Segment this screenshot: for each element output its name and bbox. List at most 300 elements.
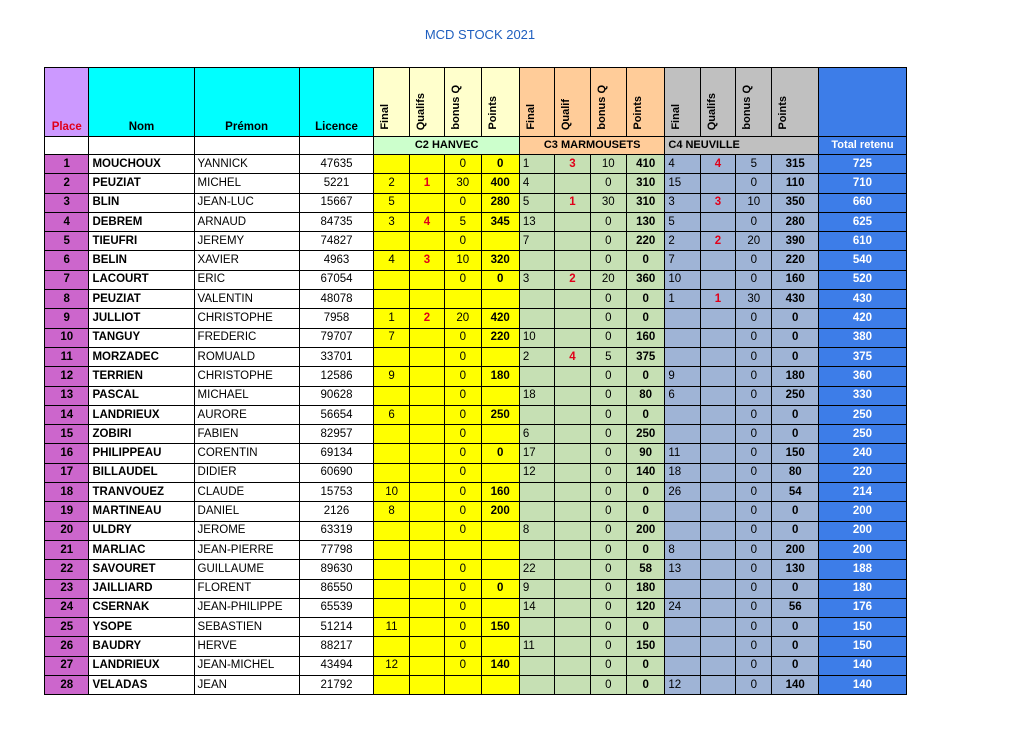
place-cell: 13 (45, 386, 89, 405)
c2-final-cell (374, 637, 409, 656)
prenom-cell: JEROME (194, 521, 299, 540)
c4-qualif-cell: 1 (700, 290, 735, 309)
c3-bonus-cell: 0 (590, 579, 626, 598)
nom-cell: SAVOURET (89, 560, 194, 579)
c3-bonus-cell: 0 (590, 637, 626, 656)
c2-points-cell: 0 (481, 444, 519, 463)
c4-bonus-cell: 0 (736, 598, 772, 617)
c4-bonus-cell: 0 (736, 174, 772, 193)
c3-points-cell: 410 (626, 155, 664, 174)
table-row (45, 232, 907, 251)
c2-qualif-cell: 2 (409, 309, 444, 328)
c2-final-cell (374, 232, 409, 251)
nom-cell: PEUZIAT (89, 290, 194, 309)
place-cell: 19 (45, 502, 89, 521)
c4-points-cell: 390 (772, 232, 818, 251)
place-cell: 6 (45, 251, 89, 270)
place-cell: 7 (45, 270, 89, 289)
c2-qualif-cell (409, 502, 444, 521)
c4-points-cell: 110 (772, 174, 818, 193)
c2-qualif-cell: 3 (409, 251, 444, 270)
place-cell: 22 (45, 560, 89, 579)
c3-bonus-cell: 0 (590, 367, 626, 386)
table-row (45, 367, 907, 386)
c3-bonus-cell: 0 (590, 309, 626, 328)
c2-points-cell (481, 637, 519, 656)
c2-bonus-cell: 0 (445, 232, 481, 251)
c4-qualif-cell (700, 560, 735, 579)
place-cell: 17 (45, 463, 89, 482)
place-cell: 12 (45, 367, 89, 386)
header-c4-final: Final (665, 68, 700, 137)
c4-bonus-cell: 0 (736, 540, 772, 559)
c4-bonus-cell: 30 (736, 290, 772, 309)
c2-bonus-cell: 0 (445, 444, 481, 463)
c4-points-cell: 250 (772, 386, 818, 405)
prenom-cell: ARNAUD (194, 212, 299, 231)
c3-qualif-cell (555, 540, 590, 559)
table-row (45, 540, 907, 559)
c2-final-cell (374, 676, 409, 695)
c2-final-cell (374, 463, 409, 482)
c4-final-cell: 6 (665, 386, 700, 405)
prenom-cell: ERIC (194, 270, 299, 289)
c4-qualif-cell (700, 347, 735, 366)
c4-qualif-cell (700, 367, 735, 386)
group-header-row (45, 137, 907, 155)
total-cell: 360 (818, 367, 906, 386)
c2-bonus-cell: 0 (445, 637, 481, 656)
header-c3-final: Final (519, 68, 554, 137)
c3-final-cell: 8 (519, 521, 554, 540)
c2-bonus-cell (445, 290, 481, 309)
c4-final-cell: 24 (665, 598, 700, 617)
c3-points-cell: 90 (626, 444, 664, 463)
c2-qualif-cell (409, 618, 444, 637)
group-blank (45, 137, 89, 155)
c3-bonus-cell: 0 (590, 676, 626, 695)
c2-bonus-cell: 0 (445, 155, 481, 174)
c2-bonus-cell: 10 (445, 251, 481, 270)
c4-points-cell: 0 (772, 405, 818, 424)
c2-qualif-cell (409, 598, 444, 617)
c4-points-cell: 0 (772, 425, 818, 444)
licence-cell: 77798 (299, 540, 374, 559)
c2-points-cell: 180 (481, 367, 519, 386)
prenom-cell: JEAN-LUC (194, 193, 299, 212)
c3-final-cell (519, 502, 554, 521)
c4-bonus-cell: 0 (736, 251, 772, 270)
nom-cell: BELIN (89, 251, 194, 270)
total-cell: 180 (818, 579, 906, 598)
c2-final-cell (374, 560, 409, 579)
c3-qualif-cell (555, 463, 590, 482)
table-row (45, 618, 907, 637)
c3-bonus-cell: 5 (590, 347, 626, 366)
c2-points-cell: 0 (481, 155, 519, 174)
c2-final-cell: 2 (374, 174, 409, 193)
c3-final-cell (519, 540, 554, 559)
prenom-cell: FLORENT (194, 579, 299, 598)
c4-qualif-cell (700, 656, 735, 675)
c4-final-cell: 4 (665, 155, 700, 174)
nom-cell: TRANVOUEZ (89, 483, 194, 502)
c3-final-cell (519, 367, 554, 386)
licence-cell: 86550 (299, 579, 374, 598)
c4-qualif-cell (700, 502, 735, 521)
c3-points-cell: 375 (626, 347, 664, 366)
c4-points-cell: 140 (772, 676, 818, 695)
place-cell: 25 (45, 618, 89, 637)
c3-points-cell: 140 (626, 463, 664, 482)
licence-cell: 84735 (299, 212, 374, 231)
c3-points-cell: 150 (626, 637, 664, 656)
place-cell: 20 (45, 521, 89, 540)
total-cell: 625 (818, 212, 906, 231)
total-cell: 660 (818, 193, 906, 212)
c3-bonus-cell: 0 (590, 251, 626, 270)
c4-bonus-cell: 5 (736, 155, 772, 174)
c2-qualif-cell (409, 656, 444, 675)
c4-points-cell: 0 (772, 579, 818, 598)
c2-bonus-cell: 0 (445, 405, 481, 424)
header-c3-points: Points (626, 68, 664, 137)
total-cell: 430 (818, 290, 906, 309)
c4-final-cell: 10 (665, 270, 700, 289)
c3-final-cell (519, 618, 554, 637)
c4-final-cell (665, 425, 700, 444)
table-row (45, 502, 907, 521)
c3-points-cell: 250 (626, 425, 664, 444)
c3-points-cell: 200 (626, 521, 664, 540)
c4-final-cell (665, 521, 700, 540)
place-cell: 28 (45, 676, 89, 695)
c4-bonus-cell: 0 (736, 656, 772, 675)
c4-bonus-cell: 0 (736, 347, 772, 366)
c3-final-cell: 18 (519, 386, 554, 405)
c3-qualif-cell (555, 483, 590, 502)
total-cell: 150 (818, 618, 906, 637)
licence-cell: 43494 (299, 656, 374, 675)
header-place: Place (45, 68, 89, 137)
table-row (45, 347, 907, 366)
c2-bonus-cell: 0 (445, 347, 481, 366)
c4-points-cell: 315 (772, 155, 818, 174)
c2-qualif-cell (409, 328, 444, 347)
c4-qualif-cell (700, 579, 735, 598)
header-prenom: Prémon (194, 68, 299, 137)
place-cell: 23 (45, 579, 89, 598)
c2-qualif-cell (409, 637, 444, 656)
c2-final-cell (374, 386, 409, 405)
c4-qualif-cell (700, 676, 735, 695)
c2-qualif-cell (409, 444, 444, 463)
licence-cell: 89630 (299, 560, 374, 579)
c2-bonus-cell: 0 (445, 521, 481, 540)
c4-final-cell: 26 (665, 483, 700, 502)
c4-final-cell (665, 328, 700, 347)
c3-final-cell: 17 (519, 444, 554, 463)
table-row (45, 598, 907, 617)
header-c2-final: Final (374, 68, 409, 137)
c3-bonus-cell: 0 (590, 463, 626, 482)
c4-bonus-cell: 0 (736, 463, 772, 482)
c2-final-cell (374, 444, 409, 463)
c3-final-cell: 10 (519, 328, 554, 347)
place-cell: 4 (45, 212, 89, 231)
header-c2-qualifs: Qualifs (409, 68, 444, 137)
c3-bonus-cell: 0 (590, 405, 626, 424)
c2-final-cell: 12 (374, 656, 409, 675)
c4-bonus-cell: 0 (736, 483, 772, 502)
c2-qualif-cell (409, 560, 444, 579)
licence-cell: 69134 (299, 444, 374, 463)
c2-bonus-cell: 0 (445, 483, 481, 502)
c3-bonus-cell: 0 (590, 328, 626, 347)
c3-qualif-cell (555, 174, 590, 193)
c4-final-cell: 3 (665, 193, 700, 212)
prenom-cell: CORENTIN (194, 444, 299, 463)
c2-bonus-cell: 0 (445, 502, 481, 521)
prenom-cell: YANNICK (194, 155, 299, 174)
total-cell: 200 (818, 502, 906, 521)
c2-final-cell: 7 (374, 328, 409, 347)
place-cell: 5 (45, 232, 89, 251)
c2-qualif-cell (409, 405, 444, 424)
c4-points-cell: 54 (772, 483, 818, 502)
c2-qualif-cell: 1 (409, 174, 444, 193)
c3-points-cell: 0 (626, 676, 664, 695)
c3-final-cell: 11 (519, 637, 554, 656)
place-cell: 16 (45, 444, 89, 463)
c3-points-cell: 0 (626, 367, 664, 386)
c4-qualif-cell (700, 637, 735, 656)
table-row (45, 637, 907, 656)
table-row (45, 193, 907, 212)
total-cell: 140 (818, 676, 906, 695)
c3-final-cell (519, 483, 554, 502)
c2-final-cell: 8 (374, 502, 409, 521)
c4-bonus-cell: 0 (736, 425, 772, 444)
table-row (45, 483, 907, 502)
c2-points-cell: 0 (481, 270, 519, 289)
c3-qualif-cell (555, 598, 590, 617)
c2-qualif-cell (409, 232, 444, 251)
prenom-cell: JEREMY (194, 232, 299, 251)
c3-final-cell (519, 251, 554, 270)
c4-final-cell (665, 347, 700, 366)
total-cell: 710 (818, 174, 906, 193)
c4-final-cell: 9 (665, 367, 700, 386)
c4-bonus-cell: 0 (736, 444, 772, 463)
c3-points-cell: 130 (626, 212, 664, 231)
c4-qualif-cell: 3 (700, 193, 735, 212)
c3-bonus-cell: 0 (590, 521, 626, 540)
c2-final-cell (374, 579, 409, 598)
c4-points-cell: 56 (772, 598, 818, 617)
c4-bonus-cell: 20 (736, 232, 772, 251)
c4-final-cell (665, 579, 700, 598)
group-blank (194, 137, 299, 155)
total-cell: 520 (818, 270, 906, 289)
header-nom: Nom (89, 68, 194, 137)
licence-cell: 60690 (299, 463, 374, 482)
c3-qualif-cell: 3 (555, 155, 590, 174)
c2-qualif-cell (409, 193, 444, 212)
c4-points-cell: 160 (772, 270, 818, 289)
c2-points-cell: 280 (481, 193, 519, 212)
c3-final-cell: 14 (519, 598, 554, 617)
nom-cell: BAUDRY (89, 637, 194, 656)
c2-bonus-cell: 0 (445, 560, 481, 579)
c2-points-cell (481, 463, 519, 482)
nom-cell: ULDRY (89, 521, 194, 540)
c4-points-cell: 80 (772, 463, 818, 482)
prenom-cell: CLAUDE (194, 483, 299, 502)
place-cell: 9 (45, 309, 89, 328)
total-cell: 250 (818, 425, 906, 444)
c4-final-cell (665, 618, 700, 637)
c4-qualif-cell (700, 251, 735, 270)
prenom-cell: AURORE (194, 405, 299, 424)
c4-bonus-cell: 0 (736, 405, 772, 424)
c3-qualif-cell (555, 367, 590, 386)
c4-final-cell: 2 (665, 232, 700, 251)
licence-cell: 51214 (299, 618, 374, 637)
c4-qualif-cell (700, 483, 735, 502)
c2-final-cell: 3 (374, 212, 409, 231)
c4-bonus-cell: 10 (736, 193, 772, 212)
licence-cell: 47635 (299, 155, 374, 174)
c4-points-cell: 0 (772, 347, 818, 366)
c3-qualif-cell: 2 (555, 270, 590, 289)
total-cell: 150 (818, 637, 906, 656)
nom-cell: YSOPE (89, 618, 194, 637)
nom-cell: MARTINEAU (89, 502, 194, 521)
licence-cell: 48078 (299, 290, 374, 309)
c2-points-cell: 160 (481, 483, 519, 502)
c3-final-cell: 22 (519, 560, 554, 579)
c4-points-cell: 0 (772, 656, 818, 675)
licence-cell: 90628 (299, 386, 374, 405)
prenom-cell: FABIEN (194, 425, 299, 444)
c2-bonus-cell: 5 (445, 212, 481, 231)
c4-points-cell: 0 (772, 328, 818, 347)
c4-points-cell: 130 (772, 560, 818, 579)
c2-qualif-cell (409, 367, 444, 386)
table-row (45, 174, 907, 193)
header-c2-points: Points (481, 68, 519, 137)
header-row (45, 68, 907, 137)
nom-cell: MARLIAC (89, 540, 194, 559)
c3-final-cell: 9 (519, 579, 554, 598)
c4-points-cell: 150 (772, 444, 818, 463)
total-cell: 250 (818, 405, 906, 424)
c3-qualif-cell: 4 (555, 347, 590, 366)
c2-qualif-cell (409, 290, 444, 309)
c2-qualif-cell (409, 676, 444, 695)
page-title: MCD STOCK 2021 (424, 27, 536, 42)
c3-points-cell: 180 (626, 579, 664, 598)
c2-points-cell (481, 560, 519, 579)
c4-points-cell: 180 (772, 367, 818, 386)
c2-final-cell (374, 540, 409, 559)
c2-final-cell (374, 290, 409, 309)
c2-qualif-cell (409, 540, 444, 559)
prenom-cell: GUILLAUME (194, 560, 299, 579)
total-cell: 330 (818, 386, 906, 405)
c4-points-cell: 430 (772, 290, 818, 309)
c3-qualif-cell (555, 405, 590, 424)
prenom-cell: MICHEL (194, 174, 299, 193)
c4-points-cell: 0 (772, 502, 818, 521)
table-row (45, 676, 907, 695)
nom-cell: BILLAUDEL (89, 463, 194, 482)
c4-bonus-cell: 0 (736, 676, 772, 695)
c3-points-cell: 0 (626, 483, 664, 502)
c2-qualif-cell (409, 155, 444, 174)
c3-bonus-cell: 0 (590, 425, 626, 444)
c2-final-cell: 4 (374, 251, 409, 270)
header-c2-bonus: bonus Q (445, 68, 481, 137)
prenom-cell: XAVIER (194, 251, 299, 270)
total-cell: 725 (818, 155, 906, 174)
c3-qualif-cell (555, 232, 590, 251)
total-cell: 610 (818, 232, 906, 251)
group-c3: C3 MARMOUSETS (519, 137, 664, 155)
c3-final-cell: 6 (519, 425, 554, 444)
c2-points-cell (481, 290, 519, 309)
c2-points-cell: 320 (481, 251, 519, 270)
licence-cell: 67054 (299, 270, 374, 289)
table-row (45, 386, 907, 405)
c2-points-cell (481, 386, 519, 405)
c4-final-cell: 12 (665, 676, 700, 695)
nom-cell: JAILLIARD (89, 579, 194, 598)
prenom-cell: ROMUALD (194, 347, 299, 366)
prenom-cell: JEAN (194, 676, 299, 695)
c3-bonus-cell: 0 (590, 656, 626, 675)
c3-points-cell: 0 (626, 405, 664, 424)
c3-bonus-cell: 0 (590, 618, 626, 637)
prenom-cell: DIDIER (194, 463, 299, 482)
prenom-cell: VALENTIN (194, 290, 299, 309)
c4-final-cell: 15 (665, 174, 700, 193)
prenom-cell: HERVE (194, 637, 299, 656)
prenom-cell: DANIEL (194, 502, 299, 521)
c3-points-cell: 120 (626, 598, 664, 617)
c2-final-cell (374, 347, 409, 366)
c4-final-cell: 7 (665, 251, 700, 270)
c4-final-cell: 11 (665, 444, 700, 463)
c3-points-cell: 0 (626, 309, 664, 328)
nom-cell: PEUZIAT (89, 174, 194, 193)
c3-bonus-cell: 10 (590, 155, 626, 174)
c3-final-cell (519, 656, 554, 675)
c4-qualif-cell (700, 174, 735, 193)
c2-qualif-cell (409, 521, 444, 540)
total-cell: 140 (818, 656, 906, 675)
c4-qualif-cell (700, 444, 735, 463)
header-total-blank (818, 68, 906, 137)
c3-final-cell: 2 (519, 347, 554, 366)
c2-bonus-cell: 0 (445, 367, 481, 386)
table-row (45, 155, 907, 174)
c2-qualif-cell (409, 425, 444, 444)
c4-points-cell: 0 (772, 637, 818, 656)
c3-points-cell: 360 (626, 270, 664, 289)
total-cell: 240 (818, 444, 906, 463)
